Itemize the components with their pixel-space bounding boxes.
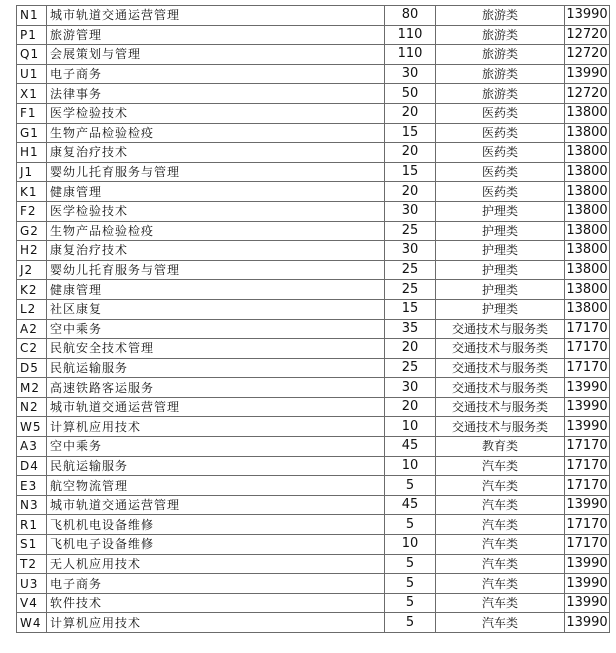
plan-count-cell: 35 (385, 319, 436, 339)
category-cell: 汽车类 (436, 515, 565, 535)
major-code-cell: L2 (17, 299, 47, 319)
category-cell: 医药类 (436, 103, 565, 123)
tuition-fee-cell: 17170 (565, 319, 610, 339)
category-cell: 汽车类 (436, 535, 565, 555)
plan-count-cell: 15 (385, 123, 436, 143)
major-name-cell: 城市轨道交通运营管理 (47, 397, 385, 417)
tuition-fee-cell: 13990 (565, 6, 610, 26)
tuition-fee-cell: 12720 (565, 84, 610, 104)
table-row (17, 456, 610, 476)
major-code-cell: G1 (17, 123, 47, 143)
tuition-fee-cell: 17170 (565, 358, 610, 378)
table-row (17, 143, 610, 163)
major-code-cell: U3 (17, 574, 47, 594)
major-name-cell: 城市轨道交通运营管理 (47, 495, 385, 515)
major-code-cell: T2 (17, 554, 47, 574)
major-code-cell: F1 (17, 103, 47, 123)
tuition-fee-cell: 13800 (565, 221, 610, 241)
major-name-cell: 无人机应用技术 (47, 554, 385, 574)
tuition-fee-cell: 13800 (565, 201, 610, 221)
table-row (17, 6, 610, 26)
table-row (17, 25, 610, 45)
table-row (17, 397, 610, 417)
major-code-cell: F2 (17, 201, 47, 221)
major-code-cell: U1 (17, 64, 47, 84)
tuition-fee-cell: 17170 (565, 515, 610, 535)
category-cell: 交通技术与服务类 (436, 417, 565, 437)
tuition-fee-cell: 17170 (565, 456, 610, 476)
category-cell: 交通技术与服务类 (436, 378, 565, 398)
category-cell: 旅游类 (436, 6, 565, 26)
plan-count-cell: 45 (385, 437, 436, 457)
table-row (17, 319, 610, 339)
plan-count-cell: 25 (385, 280, 436, 300)
category-cell: 护理类 (436, 260, 565, 280)
category-cell: 交通技术与服务类 (436, 358, 565, 378)
tuition-fee-cell: 13990 (565, 495, 610, 515)
major-code-cell: M2 (17, 378, 47, 398)
table-row (17, 339, 610, 359)
table-row (17, 221, 610, 241)
major-name-cell: 空中乘务 (47, 437, 385, 457)
tuition-fee-cell: 13990 (565, 64, 610, 84)
plan-count-cell: 5 (385, 476, 436, 496)
major-code-cell: S1 (17, 535, 47, 555)
major-name-cell: 航空物流管理 (47, 476, 385, 496)
major-name-cell: 计算机应用技术 (47, 613, 385, 633)
major-code-cell: H1 (17, 143, 47, 163)
major-code-cell: N3 (17, 495, 47, 515)
plan-count-cell: 50 (385, 84, 436, 104)
major-name-cell: 民航安全技术管理 (47, 339, 385, 359)
table-row (17, 162, 610, 182)
tuition-fee-cell: 13800 (565, 143, 610, 163)
tuition-fee-cell: 13800 (565, 280, 610, 300)
major-name-cell: 电子商务 (47, 574, 385, 594)
major-name-cell: 民航运输服务 (47, 358, 385, 378)
category-cell: 医药类 (436, 143, 565, 163)
major-code-cell: K2 (17, 280, 47, 300)
plan-count-cell: 15 (385, 162, 436, 182)
major-name-cell: 健康管理 (47, 280, 385, 300)
table-body (17, 6, 610, 633)
plan-count-cell: 30 (385, 64, 436, 84)
tuition-fee-cell: 13800 (565, 103, 610, 123)
plan-count-cell: 10 (385, 535, 436, 555)
major-code-cell: A2 (17, 319, 47, 339)
category-cell: 护理类 (436, 241, 565, 261)
major-code-cell: X1 (17, 84, 47, 104)
major-name-cell: 软件技术 (47, 593, 385, 613)
major-name-cell: 旅游管理 (47, 25, 385, 45)
major-code-cell: C2 (17, 339, 47, 359)
major-code-cell: Q1 (17, 45, 47, 65)
major-name-cell: 高速铁路客运服务 (47, 378, 385, 398)
category-cell: 汽车类 (436, 456, 565, 476)
major-name-cell: 生物产品检验检疫 (47, 221, 385, 241)
plan-count-cell: 110 (385, 25, 436, 45)
major-name-cell: 会展策划与管理 (47, 45, 385, 65)
major-name-cell: 飞机机电设备维修 (47, 515, 385, 535)
table-row (17, 45, 610, 65)
table-row (17, 123, 610, 143)
plan-count-cell: 5 (385, 515, 436, 535)
major-name-cell: 法律事务 (47, 84, 385, 104)
major-name-cell: 民航运输服务 (47, 456, 385, 476)
table-row (17, 613, 610, 633)
table-row (17, 574, 610, 594)
major-code-cell: N2 (17, 397, 47, 417)
enrollment-table-wrapper (16, 5, 610, 633)
major-name-cell: 计算机应用技术 (47, 417, 385, 437)
enrollment-table (16, 5, 610, 633)
major-code-cell: V4 (17, 593, 47, 613)
tuition-fee-cell: 17170 (565, 339, 610, 359)
major-name-cell: 空中乘务 (47, 319, 385, 339)
major-code-cell: R1 (17, 515, 47, 535)
table-row (17, 260, 610, 280)
table-row (17, 437, 610, 457)
category-cell: 汽车类 (436, 593, 565, 613)
table-row (17, 201, 610, 221)
category-cell: 教育类 (436, 437, 565, 457)
category-cell: 护理类 (436, 201, 565, 221)
category-cell: 汽车类 (436, 613, 565, 633)
table-row (17, 593, 610, 613)
plan-count-cell: 15 (385, 299, 436, 319)
plan-count-cell: 20 (385, 143, 436, 163)
plan-count-cell: 10 (385, 417, 436, 437)
major-code-cell: J1 (17, 162, 47, 182)
plan-count-cell: 25 (385, 358, 436, 378)
category-cell: 医药类 (436, 162, 565, 182)
major-name-cell: 飞机电子设备维修 (47, 535, 385, 555)
major-name-cell: 医学检验技术 (47, 201, 385, 221)
tuition-fee-cell: 13800 (565, 299, 610, 319)
tuition-fee-cell: 13990 (565, 417, 610, 437)
major-code-cell: W4 (17, 613, 47, 633)
table-row (17, 241, 610, 261)
plan-count-cell: 20 (385, 182, 436, 202)
major-code-cell: H2 (17, 241, 47, 261)
tuition-fee-cell: 13800 (565, 162, 610, 182)
plan-count-cell: 20 (385, 103, 436, 123)
category-cell: 汽车类 (436, 574, 565, 594)
table-row (17, 280, 610, 300)
major-name-cell: 婴幼儿托育服务与管理 (47, 162, 385, 182)
table-row (17, 84, 610, 104)
table-row (17, 535, 610, 555)
major-name-cell: 城市轨道交通运营管理 (47, 6, 385, 26)
plan-count-cell: 80 (385, 6, 436, 26)
category-cell: 医药类 (436, 182, 565, 202)
tuition-fee-cell: 17170 (565, 535, 610, 555)
plan-count-cell: 5 (385, 593, 436, 613)
major-code-cell: K1 (17, 182, 47, 202)
table-row (17, 476, 610, 496)
plan-count-cell: 30 (385, 201, 436, 221)
major-name-cell: 健康管理 (47, 182, 385, 202)
plan-count-cell: 20 (385, 339, 436, 359)
major-code-cell: E3 (17, 476, 47, 496)
category-cell: 交通技术与服务类 (436, 339, 565, 359)
table-row (17, 495, 610, 515)
table-row (17, 358, 610, 378)
category-cell: 旅游类 (436, 84, 565, 104)
major-name-cell: 婴幼儿托育服务与管理 (47, 260, 385, 280)
tuition-fee-cell: 13990 (565, 593, 610, 613)
category-cell: 汽车类 (436, 476, 565, 496)
plan-count-cell: 20 (385, 397, 436, 417)
table-row (17, 299, 610, 319)
plan-count-cell: 25 (385, 221, 436, 241)
tuition-fee-cell: 13990 (565, 378, 610, 398)
category-cell: 汽车类 (436, 554, 565, 574)
plan-count-cell: 25 (385, 260, 436, 280)
major-code-cell: D4 (17, 456, 47, 476)
category-cell: 汽车类 (436, 495, 565, 515)
tuition-fee-cell: 13990 (565, 574, 610, 594)
tuition-fee-cell: 17170 (565, 437, 610, 457)
table-row (17, 64, 610, 84)
major-name-cell: 康复治疗技术 (47, 241, 385, 261)
table-row (17, 182, 610, 202)
tuition-fee-cell: 13800 (565, 260, 610, 280)
tuition-fee-cell: 12720 (565, 45, 610, 65)
category-cell: 护理类 (436, 280, 565, 300)
plan-count-cell: 45 (385, 495, 436, 515)
category-cell: 旅游类 (436, 64, 565, 84)
major-code-cell: W5 (17, 417, 47, 437)
category-cell: 交通技术与服务类 (436, 319, 565, 339)
major-name-cell: 社区康复 (47, 299, 385, 319)
plan-count-cell: 5 (385, 574, 436, 594)
category-cell: 交通技术与服务类 (436, 397, 565, 417)
tuition-fee-cell: 17170 (565, 476, 610, 496)
tuition-fee-cell: 13990 (565, 397, 610, 417)
tuition-fee-cell: 12720 (565, 25, 610, 45)
category-cell: 旅游类 (436, 45, 565, 65)
major-code-cell: D5 (17, 358, 47, 378)
table-row (17, 515, 610, 535)
major-code-cell: P1 (17, 25, 47, 45)
table-row (17, 378, 610, 398)
major-name-cell: 康复治疗技术 (47, 143, 385, 163)
major-name-cell: 生物产品检验检疫 (47, 123, 385, 143)
major-code-cell: J2 (17, 260, 47, 280)
table-row (17, 417, 610, 437)
major-name-cell: 医学检验技术 (47, 103, 385, 123)
plan-count-cell: 5 (385, 554, 436, 574)
major-code-cell: G2 (17, 221, 47, 241)
plan-count-cell: 5 (385, 613, 436, 633)
tuition-fee-cell: 13990 (565, 613, 610, 633)
plan-count-cell: 110 (385, 45, 436, 65)
plan-count-cell: 10 (385, 456, 436, 476)
plan-count-cell: 30 (385, 378, 436, 398)
major-name-cell: 电子商务 (47, 64, 385, 84)
tuition-fee-cell: 13800 (565, 241, 610, 261)
plan-count-cell: 30 (385, 241, 436, 261)
tuition-fee-cell: 13800 (565, 123, 610, 143)
category-cell: 护理类 (436, 221, 565, 241)
tuition-fee-cell: 13990 (565, 554, 610, 574)
major-code-cell: A3 (17, 437, 47, 457)
category-cell: 医药类 (436, 123, 565, 143)
tuition-fee-cell: 13800 (565, 182, 610, 202)
table-row (17, 554, 610, 574)
table-row (17, 103, 610, 123)
major-code-cell: N1 (17, 6, 47, 26)
category-cell: 旅游类 (436, 25, 565, 45)
category-cell: 护理类 (436, 299, 565, 319)
